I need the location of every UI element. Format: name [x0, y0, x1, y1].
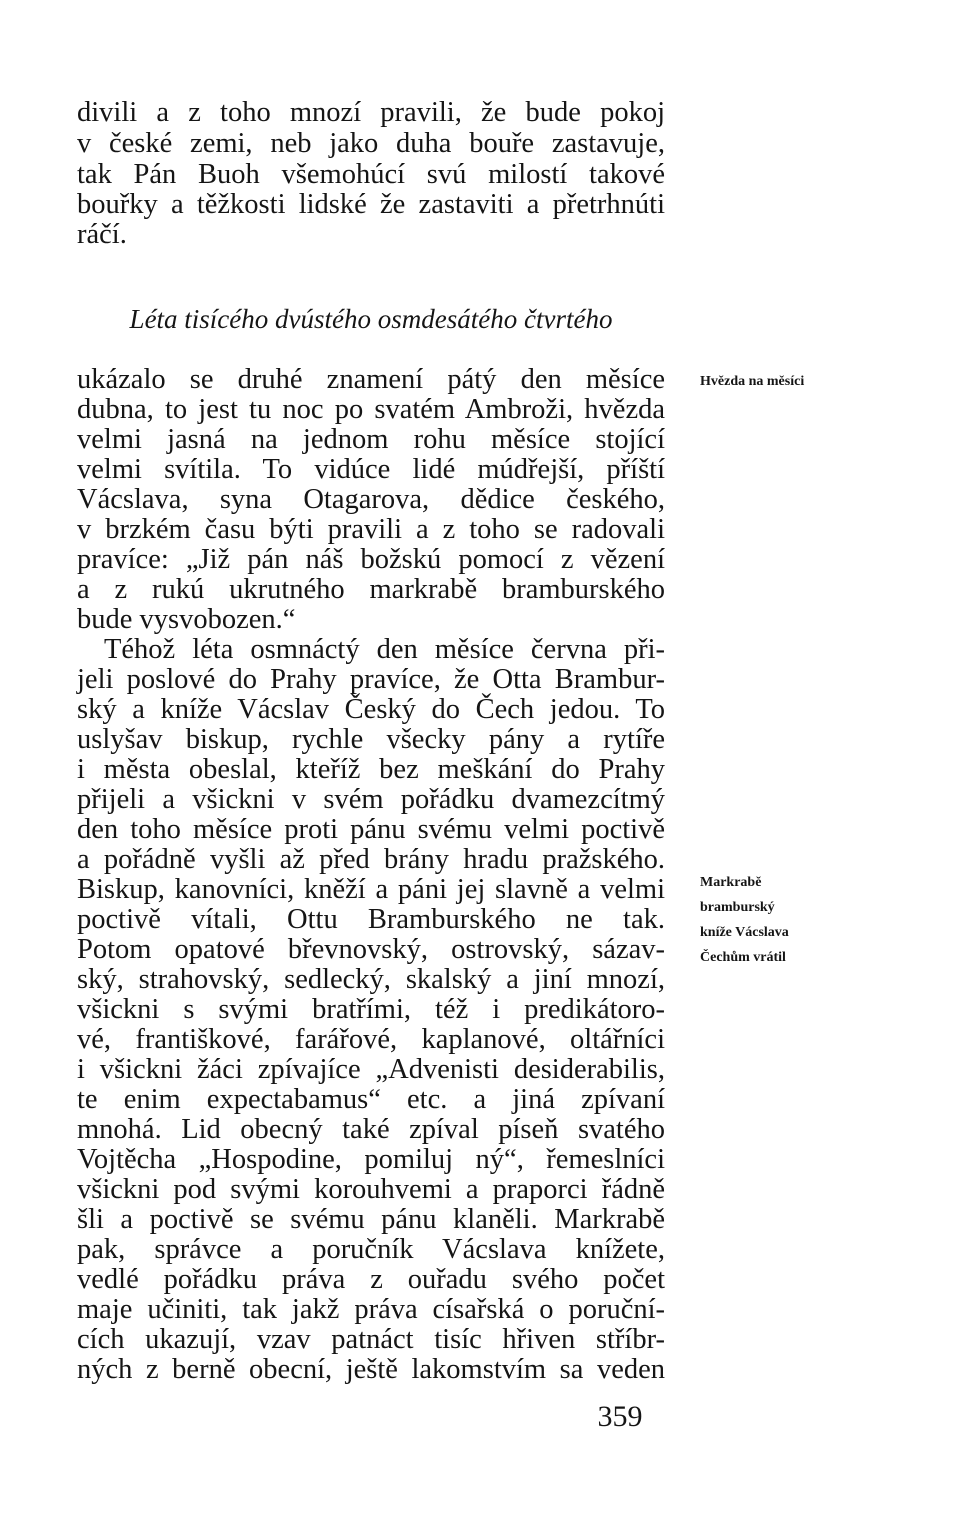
text-line: poctivě vítali, Ottu Bramburského ne tak.	[77, 904, 665, 935]
text-line: uslyšav biskup, rychle všecky pány a rytíře	[77, 724, 665, 755]
text-line: ský, strahovský, sedlecký, skalský a jiní mnozí,	[77, 964, 665, 995]
text-line: ský a kníže Vácslav Český do Čech jedou. To	[77, 694, 665, 725]
text-line: vé, františkové, farářové, kaplanové, oltářníci	[77, 1024, 665, 1055]
text-line: a z rukú ukrutného markrabě bramburského	[77, 574, 665, 605]
text-line: velmi svítila. To vidúce lidé múdřejší, příští	[77, 454, 665, 485]
text-line: přijeli a všickni v svém pořádku dvamezcítmý	[77, 784, 665, 815]
page-number: 359	[597, 1400, 643, 1433]
text-line: te enim expectabamus“ etc. a jiná zpívaní	[77, 1084, 665, 1115]
margin-note-star	[700, 369, 804, 394]
section-heading: Léta tisícého dvústého osmdesátého čtvrtého	[129, 304, 613, 334]
margin-note-line: kníže Vácslava	[700, 925, 789, 940]
text-line: ných z berně obecní, ještě lakomstvím sa veden	[77, 1354, 665, 1385]
margin-note-line: bramburský	[700, 900, 775, 915]
text-line: velmi jasná na jednom rohu měsíce stojící	[77, 424, 665, 455]
text-line: jeli poslové do Prahy pravíce, že Otta Brambur-	[77, 664, 665, 695]
text-line: mnohá. Lid obecný také zpíval píseň svatého	[77, 1114, 665, 1145]
text-line: Téhož léta osmnáctý den měsíce června při-	[104, 634, 665, 665]
text-line: šli a poctivě se svému pánu klaněli. Markrabě	[77, 1204, 665, 1235]
text-line: tak Pán Buoh všemohúcí svú milostí takové	[77, 159, 665, 190]
margin-note-line: Čechům vrátil	[700, 950, 786, 965]
margin-note-markrabe	[700, 870, 789, 970]
text-line: a pořádně vyšli až před brány hradu pražského.	[77, 844, 665, 875]
text-line: i města obeslal, kteříž bez meškání do Prahy	[77, 754, 665, 785]
margin-note-line: Hvězda na měsíci	[700, 374, 805, 389]
text-line: Vácslava, syna Otagarova, dědice českého,	[77, 484, 665, 515]
text-line: vedlé pořádku práva z ouřadu svého počet	[77, 1264, 665, 1295]
text-line: ukázalo se druhé znamení pátý den měsíce	[77, 364, 665, 395]
text-line: v české zemi, neb jako duha bouře zastavuje,	[77, 128, 665, 159]
text-line: cích ukazují, vzav patnáct tisíc hřiven stříbr-	[77, 1324, 665, 1355]
text-line: Vojtěcha „Hospodine, pomiluj ný“, řemeslníci	[77, 1144, 665, 1175]
text-line: v brzkém času býti pravili a z toho se radovali	[77, 514, 665, 545]
margin-note-line: Markrabě	[700, 875, 762, 890]
text-line: Potom opatové břevnovský, ostrovský, sázav-	[77, 934, 665, 965]
text-line: pak, správce a poručník Vácslava knížete,	[77, 1234, 665, 1265]
text-line: den toho měsíce proti pánu svému velmi poctivě	[77, 814, 665, 845]
text-line: ráčí.	[77, 219, 127, 250]
text-line: všickni pod svými korouhvemi a praporci řádně	[77, 1174, 665, 1205]
text-line: bouřky a těžkosti lidské že zastaviti a přetrhnúti	[77, 189, 665, 220]
text-line: bude vysvobozen.“	[77, 604, 296, 635]
text-line: divili a z toho mnozí pravili, že bude pokoj	[77, 97, 665, 128]
text-line: i všickni žáci zpívajíce „Advenisti desiderabilis,	[77, 1054, 665, 1085]
text-line: maje učiniti, tak jakž práva císařská o poruční-	[77, 1294, 665, 1325]
text-line: pravíce: „Již pán náš božskú pomocí z vězení	[77, 544, 665, 575]
text-line: Biskup, kanovníci, kněží a páni jej slavně a velmi	[77, 874, 665, 905]
text-line: všickni s svými bratřími, též i predikátoro-	[77, 994, 665, 1025]
text-line: dubna, to jest tu noc po svatém Ambroži, hvězda	[77, 394, 665, 425]
